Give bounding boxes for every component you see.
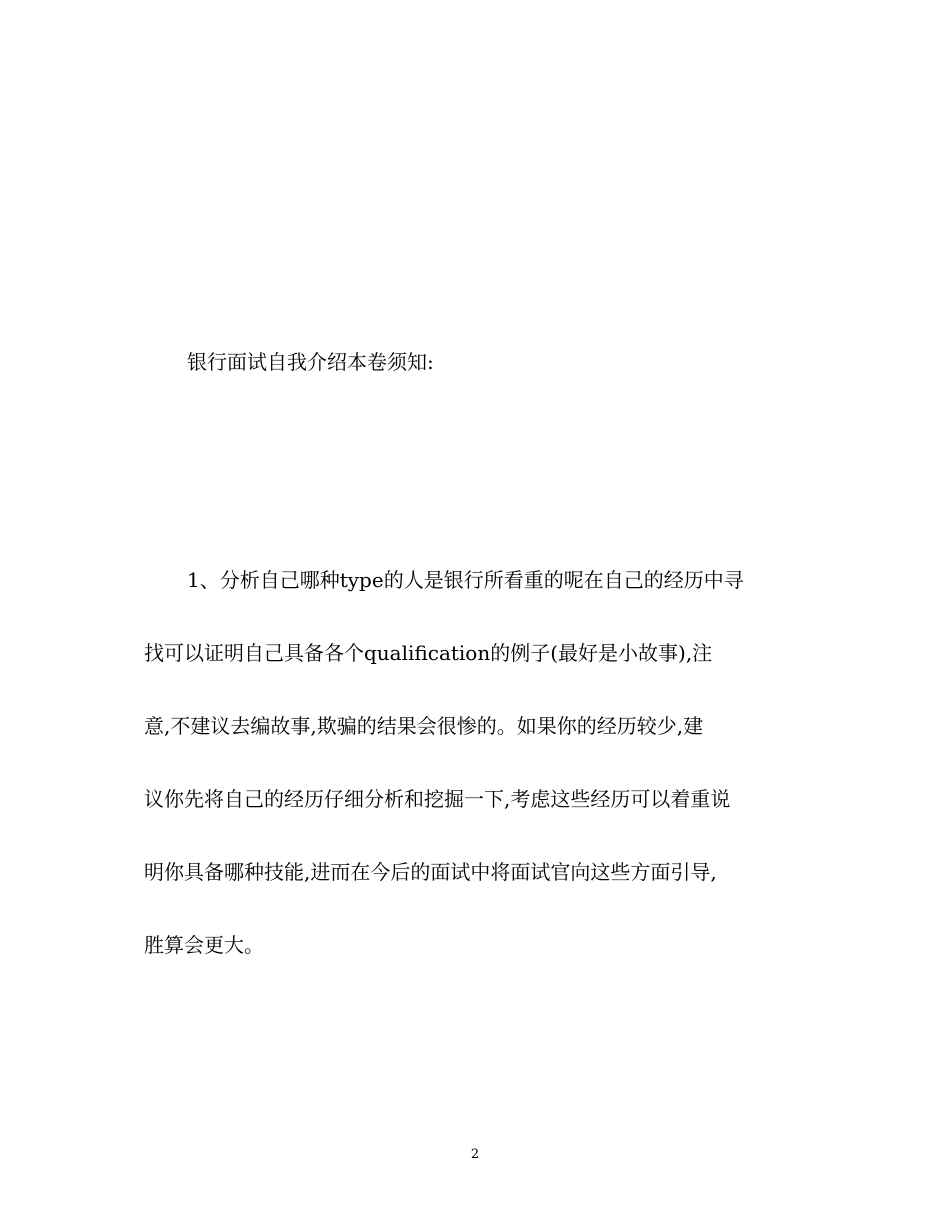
paragraph — [144, 564, 804, 1002]
paragraph-line: 胜算会更大。 — [144, 933, 264, 957]
page-number: 2 — [470, 1147, 480, 1162]
section-heading: 银行面试自我介绍本卷须知: — [187, 350, 434, 374]
paragraph-line: 议你先将自己的经历仔细分析和挖掘一下,考虑这些经历可以着重说 — [144, 787, 731, 811]
paragraph-line: 明你具备哪种技能,进而在今后的面试中将面试官向这些方面引导, — [144, 860, 717, 884]
paragraph-line: 1、分析自己哪种type的人是银行所看重的呢在自己的经历中寻 — [187, 568, 744, 592]
paragraph-line: 意,不建议去编故事,欺骗的结果会很惨的。如果你的经历较少,建 — [144, 714, 704, 738]
paragraph-line: 找可以证明自己具备各个qualification的例子(最好是小故事),注 — [144, 641, 713, 665]
